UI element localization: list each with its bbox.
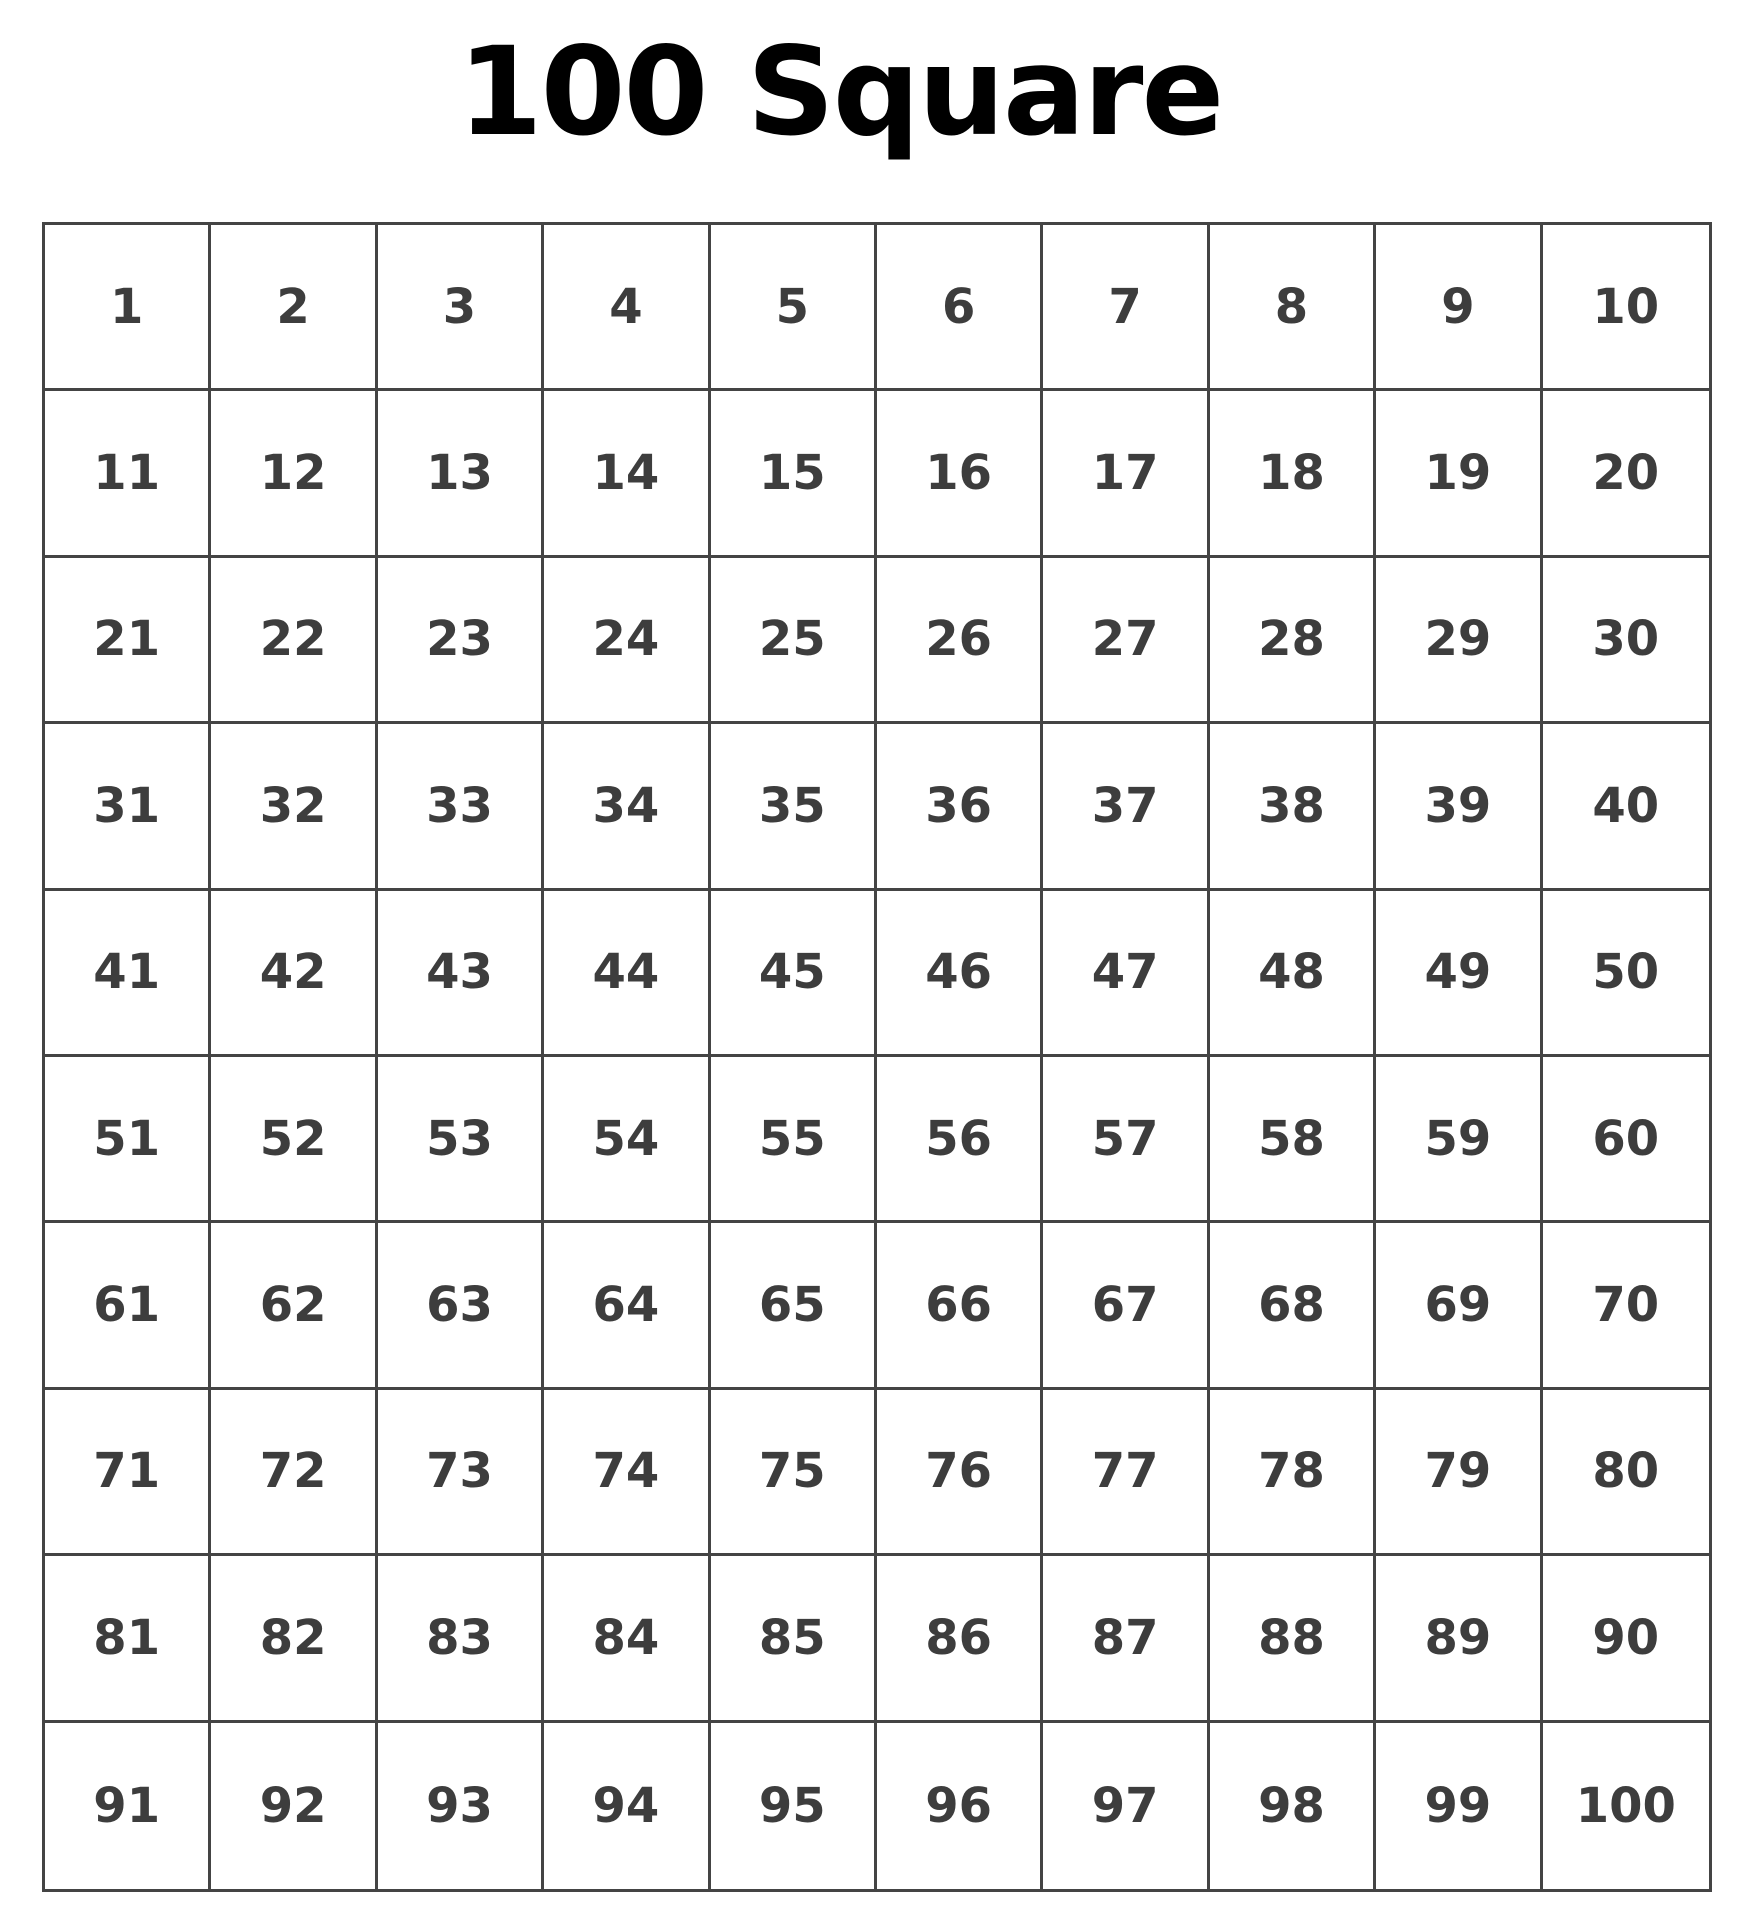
number-cell: 63 bbox=[378, 1223, 544, 1389]
number-cell: 46 bbox=[877, 891, 1043, 1057]
number-cell: 9 bbox=[1376, 225, 1542, 391]
number-cell: 43 bbox=[378, 891, 544, 1057]
number-cell: 90 bbox=[1543, 1556, 1709, 1722]
number-cell: 16 bbox=[877, 391, 1043, 557]
number-cell: 30 bbox=[1543, 558, 1709, 724]
number-cell: 5 bbox=[711, 225, 877, 391]
number-cell: 69 bbox=[1376, 1223, 1542, 1389]
number-cell: 97 bbox=[1043, 1723, 1209, 1889]
number-cell: 24 bbox=[544, 558, 710, 724]
number-cell: 27 bbox=[1043, 558, 1209, 724]
number-cell: 38 bbox=[1210, 724, 1376, 890]
number-cell: 26 bbox=[877, 558, 1043, 724]
number-cell: 33 bbox=[378, 724, 544, 890]
number-cell: 61 bbox=[45, 1223, 211, 1389]
number-cell: 29 bbox=[1376, 558, 1542, 724]
number-cell: 41 bbox=[45, 891, 211, 1057]
number-cell: 13 bbox=[378, 391, 544, 557]
number-cell: 57 bbox=[1043, 1057, 1209, 1223]
page-title: 100 Square bbox=[457, 21, 1223, 163]
number-cell: 75 bbox=[711, 1390, 877, 1556]
number-cell: 65 bbox=[711, 1223, 877, 1389]
number-cell: 37 bbox=[1043, 724, 1209, 890]
number-cell: 10 bbox=[1543, 225, 1709, 391]
number-cell: 60 bbox=[1543, 1057, 1709, 1223]
number-cell: 92 bbox=[211, 1723, 377, 1889]
number-cell: 79 bbox=[1376, 1390, 1542, 1556]
number-cell: 6 bbox=[877, 225, 1043, 391]
number-cell: 52 bbox=[211, 1057, 377, 1223]
number-cell: 78 bbox=[1210, 1390, 1376, 1556]
number-cell: 54 bbox=[544, 1057, 710, 1223]
number-cell: 87 bbox=[1043, 1556, 1209, 1722]
number-cell: 28 bbox=[1210, 558, 1376, 724]
number-cell: 25 bbox=[711, 558, 877, 724]
number-cell: 68 bbox=[1210, 1223, 1376, 1389]
number-cell: 36 bbox=[877, 724, 1043, 890]
number-cell: 17 bbox=[1043, 391, 1209, 557]
number-cell: 40 bbox=[1543, 724, 1709, 890]
number-cell: 55 bbox=[711, 1057, 877, 1223]
number-cell: 81 bbox=[45, 1556, 211, 1722]
number-cell: 31 bbox=[45, 724, 211, 890]
number-cell: 66 bbox=[877, 1223, 1043, 1389]
number-cell: 45 bbox=[711, 891, 877, 1057]
number-cell: 2 bbox=[211, 225, 377, 391]
number-cell: 4 bbox=[544, 225, 710, 391]
number-cell: 19 bbox=[1376, 391, 1542, 557]
number-cell: 86 bbox=[877, 1556, 1043, 1722]
number-cell: 8 bbox=[1210, 225, 1376, 391]
number-cell: 93 bbox=[378, 1723, 544, 1889]
number-cell: 74 bbox=[544, 1390, 710, 1556]
number-cell: 14 bbox=[544, 391, 710, 557]
number-cell: 15 bbox=[711, 391, 877, 557]
number-cell: 71 bbox=[45, 1390, 211, 1556]
number-cell: 84 bbox=[544, 1556, 710, 1722]
number-cell: 53 bbox=[378, 1057, 544, 1223]
number-cell: 83 bbox=[378, 1556, 544, 1722]
number-cell: 18 bbox=[1210, 391, 1376, 557]
number-cell: 82 bbox=[211, 1556, 377, 1722]
number-cell: 59 bbox=[1376, 1057, 1542, 1223]
number-cell: 50 bbox=[1543, 891, 1709, 1057]
number-cell: 85 bbox=[711, 1556, 877, 1722]
number-cell: 96 bbox=[877, 1723, 1043, 1889]
number-cell: 76 bbox=[877, 1390, 1043, 1556]
number-cell: 35 bbox=[711, 724, 877, 890]
number-cell: 39 bbox=[1376, 724, 1542, 890]
number-cell: 23 bbox=[378, 558, 544, 724]
number-cell: 73 bbox=[378, 1390, 544, 1556]
number-cell: 91 bbox=[45, 1723, 211, 1889]
number-cell: 20 bbox=[1543, 391, 1709, 557]
number-cell: 12 bbox=[211, 391, 377, 557]
number-cell: 100 bbox=[1575, 1777, 1676, 1834]
number-cell: 62 bbox=[211, 1223, 377, 1389]
number-cell: 42 bbox=[211, 891, 377, 1057]
number-cell: 95 bbox=[711, 1723, 877, 1889]
number-cell: 32 bbox=[211, 724, 377, 890]
number-cell: 89 bbox=[1376, 1556, 1542, 1722]
number-cell: 98 bbox=[1210, 1723, 1376, 1889]
number-cell: 22 bbox=[211, 558, 377, 724]
number-cell: 88 bbox=[1210, 1556, 1376, 1722]
hundred-square-grid bbox=[42, 222, 1712, 1892]
number-cell: 11 bbox=[45, 391, 211, 557]
number-cell: 56 bbox=[877, 1057, 1043, 1223]
number-cell: 58 bbox=[1210, 1057, 1376, 1223]
number-cell: 94 bbox=[544, 1723, 710, 1889]
number-cell: 70 bbox=[1543, 1223, 1709, 1389]
number-cell: 3 bbox=[378, 225, 544, 391]
number-cell: 77 bbox=[1043, 1390, 1209, 1556]
number-cell: 72 bbox=[211, 1390, 377, 1556]
number-cell: 21 bbox=[45, 558, 211, 724]
number-cell: 44 bbox=[544, 891, 710, 1057]
number-cell: 47 bbox=[1043, 891, 1209, 1057]
number-cell: 34 bbox=[544, 724, 710, 890]
number-cell: 49 bbox=[1376, 891, 1542, 1057]
number-cell: 48 bbox=[1210, 891, 1376, 1057]
number-cell: 1 bbox=[45, 225, 211, 391]
number-cell: 7 bbox=[1043, 225, 1209, 391]
number-cell: 99 bbox=[1376, 1723, 1542, 1889]
number-cell: 67 bbox=[1043, 1223, 1209, 1389]
number-cell: 51 bbox=[45, 1057, 211, 1223]
number-cell: 64 bbox=[544, 1223, 710, 1389]
number-cell: 80 bbox=[1543, 1390, 1709, 1556]
